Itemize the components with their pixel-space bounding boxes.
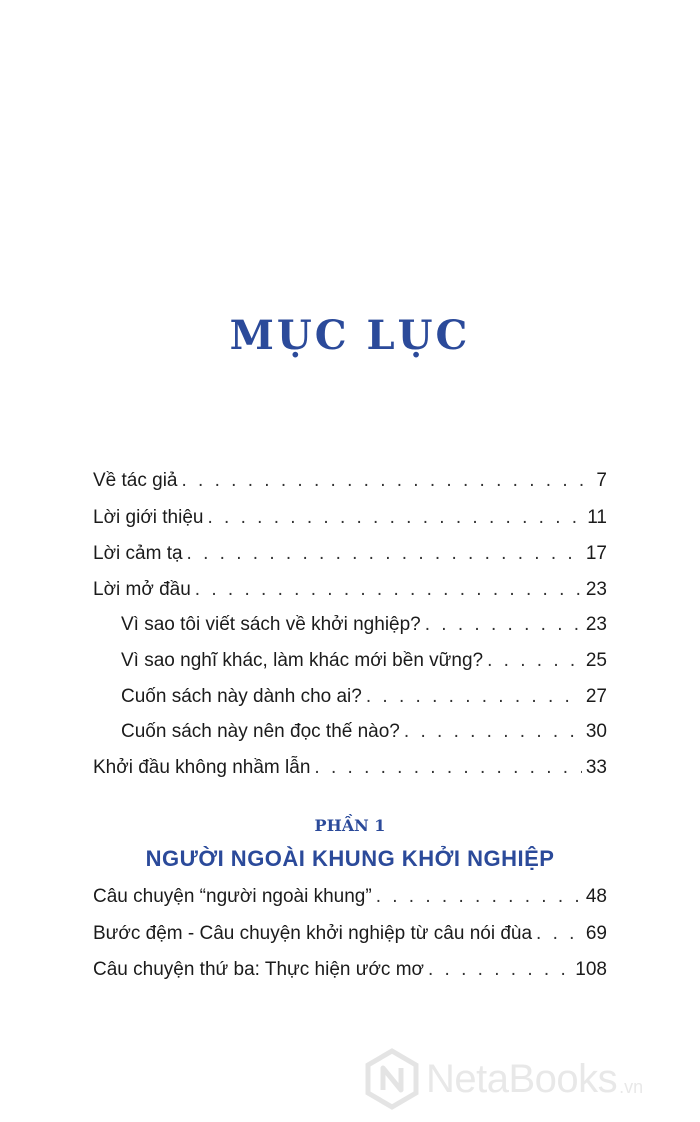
toc-entry <box>93 575 607 605</box>
toc-entry-label: Bước đệm - Câu chuyện khởi nghiệp từ câu nói đùa <box>93 923 533 944</box>
toc-entry-label: Về tác giả <box>93 470 178 491</box>
dot-leader <box>428 955 571 985</box>
toc-subentry <box>121 646 607 676</box>
toc-entry-page: 23 <box>585 614 607 635</box>
page-title: MỤC LỤC <box>229 312 471 359</box>
dot-leader <box>314 753 581 783</box>
dot-leader <box>536 919 582 949</box>
watermark-suffix: .vn <box>619 1077 644 1097</box>
dot-leader <box>404 717 582 747</box>
toc-entry-page: 48 <box>585 886 607 907</box>
watermark-brand: NetaBooks <box>426 1056 618 1101</box>
toc-entry <box>93 466 607 496</box>
toc-entry <box>93 955 607 985</box>
part-number: PHẦN 1 <box>314 816 386 835</box>
toc-subentry <box>121 717 607 747</box>
dot-leader <box>187 539 582 569</box>
toc-entry-label: Câu chuyện “người ngoài khung” <box>93 886 372 907</box>
toc-entry-page: 27 <box>585 686 607 707</box>
toc-entry <box>93 753 607 783</box>
toc-subentry <box>121 610 607 640</box>
netabooks-logo-icon <box>364 1048 420 1110</box>
watermark <box>364 1048 643 1110</box>
toc-entry-page: 23 <box>585 579 607 600</box>
dot-leader <box>487 646 582 676</box>
toc-entry-label: Cuốn sách này nên đọc thế nào? <box>121 721 400 742</box>
toc-entry-label: Lời cảm tạ <box>93 543 183 564</box>
toc-subentry <box>121 682 607 712</box>
toc-entry-label: Cuốn sách này dành cho ai? <box>121 686 362 707</box>
toc-entry-page: 30 <box>585 721 607 742</box>
dot-leader <box>376 882 582 912</box>
toc-entry <box>93 919 607 949</box>
toc-entry-page: 25 <box>585 650 607 671</box>
toc-entry-page: 108 <box>575 959 607 980</box>
toc-entry <box>93 882 607 912</box>
dot-leader <box>366 682 582 712</box>
toc-entry-page: 7 <box>596 470 607 491</box>
toc-entry-page: 17 <box>585 543 607 564</box>
toc-entry-page: 11 <box>587 507 607 528</box>
dot-leader <box>425 610 582 640</box>
toc-entry <box>93 503 607 533</box>
toc-entry <box>93 539 607 569</box>
dot-leader <box>207 503 583 533</box>
toc-entry-page: 69 <box>585 923 607 944</box>
toc-entry-label: Lời giới thiệu <box>93 507 204 528</box>
toc-entry-label: Câu chuyện thứ ba: Thực hiện ước mơ <box>93 959 424 980</box>
toc-entry-label: Vì sao tôi viết sách về khởi nghiệp? <box>121 614 421 635</box>
toc-entry-label: Khởi đầu không nhầm lẫn <box>93 757 311 778</box>
toc-entry-page: 33 <box>585 757 607 778</box>
dot-leader <box>195 575 582 605</box>
toc-entry-label: Vì sao nghĩ khác, làm khác mới bền vững? <box>121 650 484 671</box>
toc-entry-label: Lời mở đầu <box>93 579 191 600</box>
dot-leader <box>182 466 593 496</box>
part-title: NGƯỜI NGOÀI KHUNG KHỞI NGHIỆP <box>145 846 555 871</box>
